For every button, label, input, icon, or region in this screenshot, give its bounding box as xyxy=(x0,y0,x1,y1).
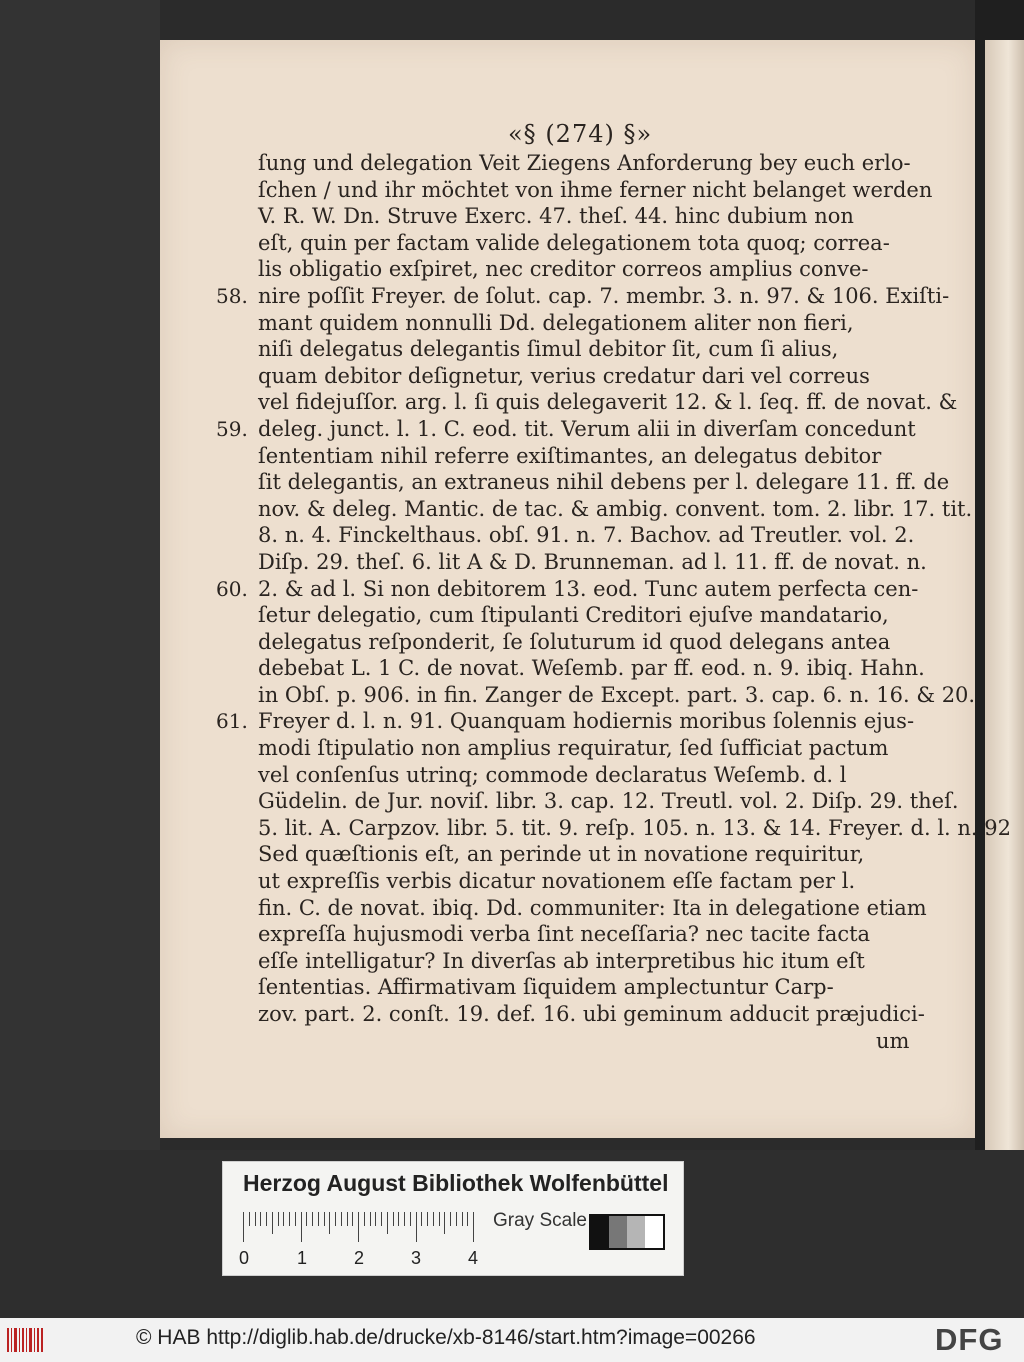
line-text: zov. part. 2. conſt. 19. def. 16. ubi geminum adducit præjudici- xyxy=(258,1002,925,1026)
text-line xyxy=(200,868,940,895)
text-line xyxy=(200,256,940,283)
ruler-tick xyxy=(347,1212,348,1226)
ruler-tick xyxy=(433,1212,434,1226)
ruler-tick xyxy=(329,1212,330,1234)
text-line xyxy=(200,708,940,735)
line-text: ſung und delegation Veit Ziegens Anforderung bey euch erlo- xyxy=(258,151,911,175)
line-text: nov. & deleg. Mantic. de tac. & ambig. convent. tom. 2. libr. 17. tit. xyxy=(258,496,973,521)
text-line xyxy=(200,389,958,416)
ruler-tick xyxy=(335,1212,336,1226)
ruler-tick xyxy=(358,1212,359,1242)
ruler-tick xyxy=(352,1212,353,1226)
ruler-tick xyxy=(450,1212,451,1226)
text-line xyxy=(200,921,940,948)
catchword-line xyxy=(200,1028,940,1055)
line-text: Freyer d. l. n. 91. Quanquam hodiernis moribus ſolennis ejus- xyxy=(258,709,915,734)
ruler-tick xyxy=(341,1212,342,1226)
line-text: Güdelin. de Jur. noviſ. libr. 3. cap. 12. Treutl. vol. 2. Diſp. 29. theſ. xyxy=(258,789,959,814)
scan-background-left xyxy=(0,0,160,1150)
ruler-tick xyxy=(381,1212,382,1226)
text-line xyxy=(200,1001,940,1028)
text-line xyxy=(200,443,940,470)
ruler-tick xyxy=(289,1212,290,1226)
ruler-tick xyxy=(462,1212,463,1226)
text-line xyxy=(200,602,940,629)
grayscale-swatch xyxy=(609,1216,627,1248)
line-text: ſententiam nihil referre exiſtimantes, an delegatus debitor xyxy=(258,443,882,468)
dfg-logo: DFG xyxy=(935,1322,1004,1357)
line-text: expreſſa hujusmodi verba ſint neceſſaria? nec tacite facta xyxy=(258,922,871,947)
ruler-tick xyxy=(467,1212,468,1226)
page-header: «§ (274) §» xyxy=(508,120,653,148)
ruler-tick xyxy=(306,1212,307,1226)
line-text: ſchen / und ihr möchtet von ihme ferner nicht belanget werden xyxy=(258,177,933,202)
ruler-tick xyxy=(301,1212,302,1242)
ruler-label: 3 xyxy=(411,1248,422,1268)
text-line xyxy=(200,283,950,310)
line-text: 5. lit. A. Carpzov. libr. 5. tit. 9. reſp. 105. n. 13. & 14. Freyer. d. l. n. 92 xyxy=(258,815,1011,840)
line-text: 8. n. 4. Finckelthaus. obſ. 91. n. 7. Bachov. ad Treutler. vol. 2. xyxy=(258,523,915,548)
ruler-tick xyxy=(295,1212,296,1226)
ruler-label: 1 xyxy=(297,1248,308,1268)
margin-number: 60. xyxy=(216,576,248,601)
text-line xyxy=(200,762,940,789)
text-line xyxy=(200,895,940,922)
line-text: eſt, quin per factam valide delegationem tota quoq; correa- xyxy=(258,230,890,255)
page-text xyxy=(200,150,1011,1054)
copyright-link[interactable]: © HAB http://diglib.hab.de/drucke/xb-8146/start.htm?image=00266 xyxy=(136,1326,756,1349)
ruler-tick xyxy=(404,1212,405,1226)
text-line xyxy=(200,815,1011,842)
ruler-tick xyxy=(364,1212,365,1226)
ruler-label: 2 xyxy=(354,1248,365,1268)
text-line xyxy=(200,735,940,762)
text-line xyxy=(200,469,950,496)
line-text: nire poſſit Freyer. de ſolut. cap. 7. membr. 3. n. 97. & 106. Exiſti- xyxy=(258,283,950,308)
ruler-tick xyxy=(370,1212,371,1226)
text-line xyxy=(200,629,940,656)
line-text: in Obſ. p. 906. in fin. Zanger de Except. part. 3. cap. 6. n. 16. & 20. xyxy=(258,682,976,707)
ruler-label: 4 xyxy=(468,1248,479,1268)
ruler-tick xyxy=(272,1212,273,1234)
text-line xyxy=(200,788,959,815)
footer-bar xyxy=(0,1318,1024,1362)
text-line xyxy=(200,310,940,337)
ruler-tick xyxy=(243,1212,244,1242)
ruler-tick xyxy=(312,1212,313,1226)
text-line xyxy=(200,948,940,975)
ruler-tick xyxy=(318,1212,319,1226)
ruler-tick xyxy=(439,1212,440,1226)
grayscale-swatch xyxy=(645,1216,663,1248)
text-line xyxy=(200,150,940,177)
line-text: ſetur delegatio, cum ſtipulanti Creditori ejuſve mandatario, xyxy=(258,603,889,628)
grayscale-swatch xyxy=(627,1216,645,1248)
line-text: delegatus reſponderit, ſe ſoluturum id quod delegans antea xyxy=(258,629,891,654)
grayscale-label: Gray Scale xyxy=(493,1210,587,1231)
text-line xyxy=(200,841,940,868)
text-line xyxy=(200,336,940,363)
ruler-tick xyxy=(393,1212,394,1226)
ruler-tick xyxy=(278,1212,279,1226)
text-line xyxy=(200,363,940,390)
line-text: lis obligatio exſpiret, nec creditor correos amplius conve- xyxy=(258,257,869,282)
line-text: vel conſenſus utrinq; commode declaratus Weſemb. d. l xyxy=(258,762,847,787)
ruler-tick xyxy=(283,1212,284,1226)
ruler-tick xyxy=(444,1212,445,1234)
color-scale-card xyxy=(222,1161,684,1276)
line-text: Diſp. 29. theſ. 6. lit A & D. Brunneman. ad l. 11. ff. de novat. n. xyxy=(258,549,927,574)
text-line xyxy=(200,416,940,443)
line-text: ſententias. Affirmativam ſiquidem amplectuntur Carp- xyxy=(258,975,834,1000)
text-line xyxy=(200,655,940,682)
ruler xyxy=(243,1212,483,1242)
line-text: ſit delegantis, an extraneus nihil debens per l. delegare 11. ff. de xyxy=(258,470,950,495)
text-line xyxy=(200,203,940,230)
catchword: um xyxy=(876,1028,910,1053)
line-text: Sed quæſtionis eſt, an perinde ut in novatione requiritur, xyxy=(258,842,865,867)
ruler-tick xyxy=(398,1212,399,1226)
library-name: Herzog August Bibliothek Wolfenbüttel xyxy=(243,1170,669,1196)
ruler-tick xyxy=(324,1212,325,1226)
text-line xyxy=(200,974,940,1001)
line-text: ut expreſſis verbis dicatur novationem eſſe factam per l. xyxy=(258,869,856,894)
ruler-tick xyxy=(421,1212,422,1226)
line-text: quam debitor deſignetur, verius credatur dari vel correus xyxy=(258,363,870,388)
barcode-icon xyxy=(6,1326,46,1354)
text-line xyxy=(200,682,976,709)
facing-page-edge xyxy=(985,40,1024,1150)
line-text: modi ſtipulatio non amplius requiratur, ſed ſufficiat pactum xyxy=(258,736,889,761)
margin-number: 61. xyxy=(216,709,248,734)
ruler-tick xyxy=(249,1212,250,1226)
ruler-tick xyxy=(416,1212,417,1242)
text-line xyxy=(200,177,940,204)
line-text: niſi delegatus delegantis ſimul debitor ſit, cum ſi alius, xyxy=(258,337,839,362)
grayscale-swatch xyxy=(591,1216,609,1248)
text-line xyxy=(200,496,973,523)
text-line xyxy=(200,522,940,549)
margin-number: 59. xyxy=(216,416,248,441)
line-text: vel fidejuſſor. arg. l. ſi quis delegaverit 12. & l. ſeq. ff. de novat. & xyxy=(258,390,958,415)
line-text: fin. C. de novat. ibiq. Dd. communiter: Ita in delegatione etiam xyxy=(258,895,927,920)
ruler-tick xyxy=(387,1212,388,1234)
ruler-tick xyxy=(375,1212,376,1226)
text-line xyxy=(200,576,940,603)
line-text: V. R. W. Dn. Struve Exerc. 47. theſ. 44. hinc dubium non xyxy=(258,204,854,229)
ruler-tick xyxy=(410,1212,411,1226)
ruler-tick xyxy=(266,1212,267,1226)
ruler-tick xyxy=(255,1212,256,1226)
line-text: debebat L. 1 C. de novat. Weſemb. par ff. eod. n. 9. ibiq. Hahn. xyxy=(258,656,925,681)
margin-number: 58. xyxy=(216,283,248,308)
ruler-tick xyxy=(473,1212,474,1242)
line-text: eſſe intelligatur? In diverſas ab interpretibus hic itum eſt xyxy=(258,948,865,973)
ruler-label: 0 xyxy=(239,1248,250,1268)
grayscale-swatches xyxy=(589,1214,665,1250)
text-line xyxy=(200,549,940,576)
line-text: 2. & ad l. Si non debitorem 13. eod. Tunc autem perfecta cen- xyxy=(258,576,919,601)
line-text: mant quidem nonnulli Dd. delegationem aliter non fieri, xyxy=(258,310,854,335)
line-text: deleg. junct. l. 1. C. eod. tit. Verum alii in diverſam concedunt xyxy=(258,416,916,441)
ruler-tick xyxy=(456,1212,457,1226)
text-line xyxy=(200,230,940,257)
ruler-tick xyxy=(260,1212,261,1226)
ruler-tick xyxy=(427,1212,428,1226)
